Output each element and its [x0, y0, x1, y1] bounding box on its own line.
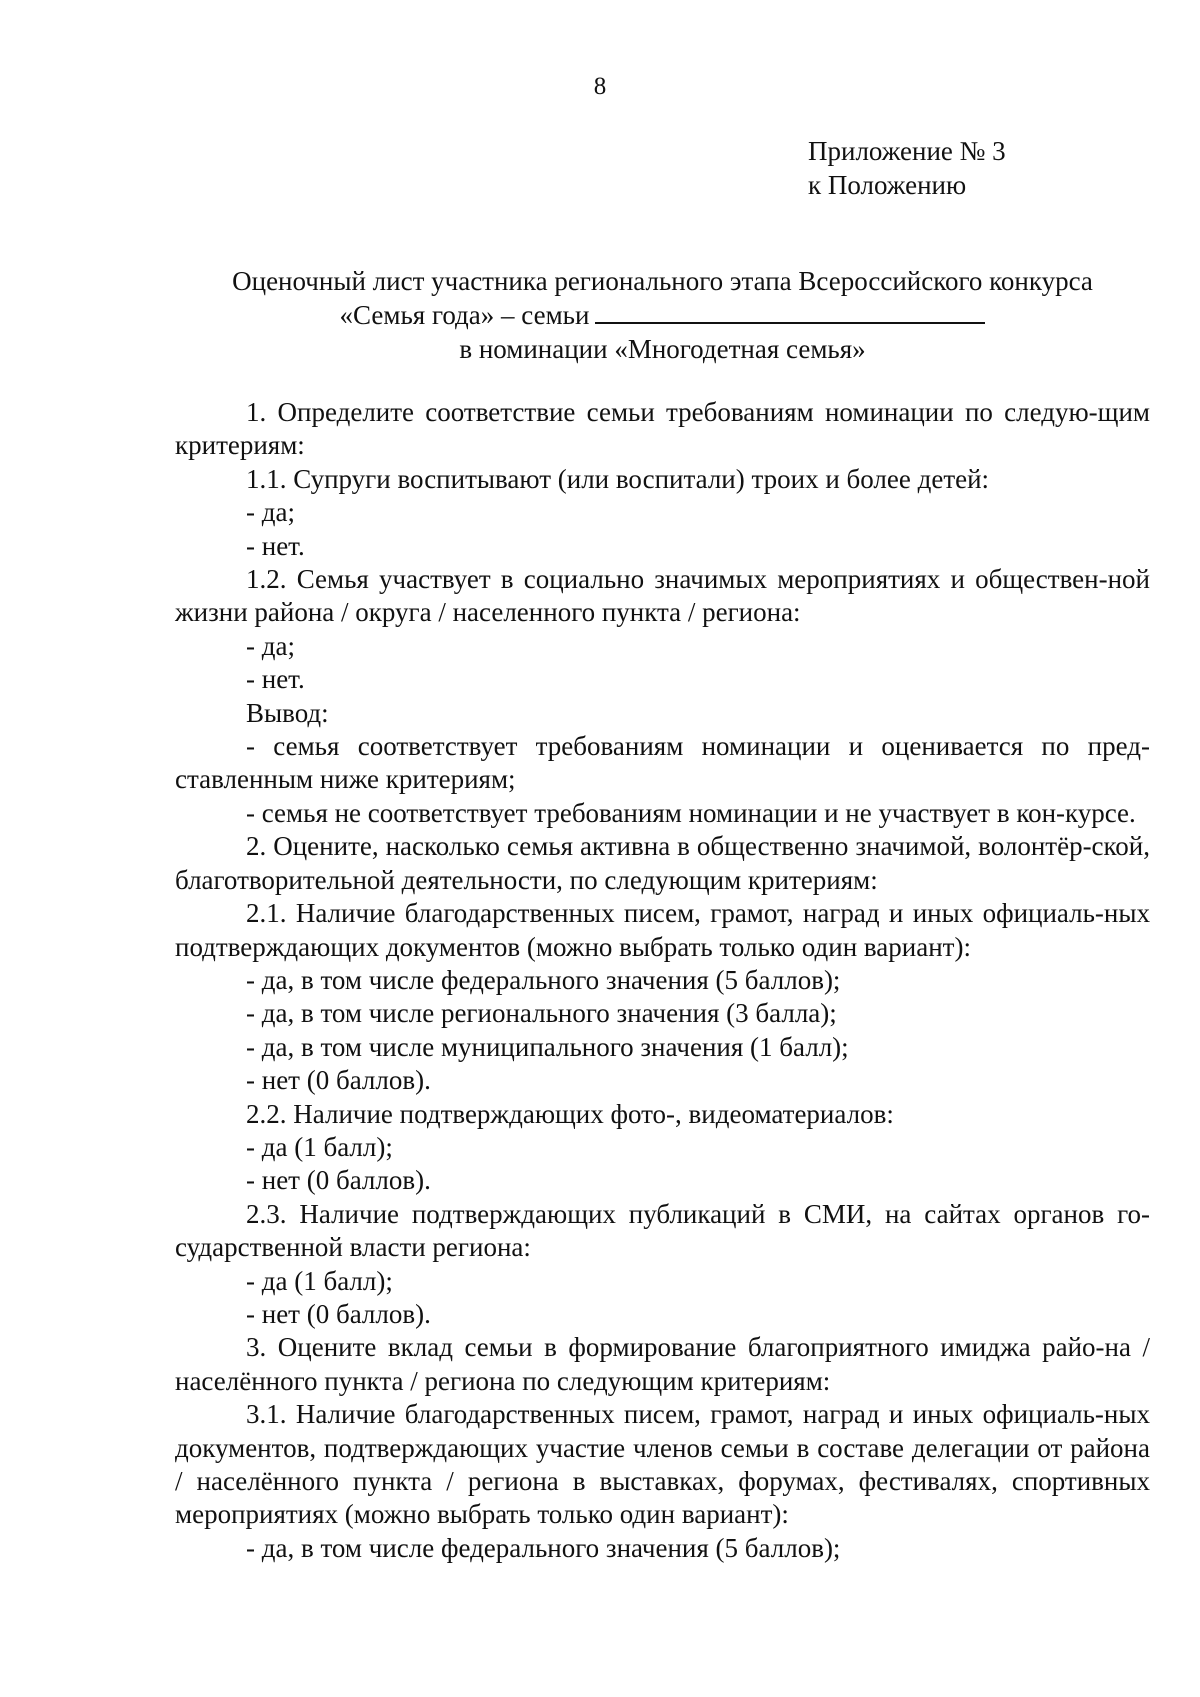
- list-item: - нет.: [246, 664, 305, 695]
- paragraph: 2.3. Наличие подтверждающих публикаций в СМИ, на сайтах органов го-сударственной власти региона:: [175, 1198, 1150, 1263]
- title-line-1: Оценочный лист участника регионального этапа Всероссийского конкурса: [232, 266, 1093, 296]
- paragraph: 1. Определите соответствие семьи требованиям номинации по следую-щим критериям:: [175, 397, 1150, 461]
- paragraph: 1.1. Супруги воспитывают (или воспитали) троих и более детей:: [246, 463, 990, 494]
- document-title: [175, 264, 1150, 366]
- paragraph: 3. Оцените вклад семьи в формирование благоприятного имиджа райо-на / населённого пункта / региона по следующим критериям:: [175, 1332, 1150, 1396]
- list-item: - нет (0 баллов).: [246, 1165, 431, 1196]
- appendix-line-1: Приложение № 3: [808, 136, 1006, 166]
- paragraph: - семья соответствует требованиям номинации и оценивается по пред-ставленным ниже критериям;: [175, 731, 1150, 795]
- page-number: 8: [593, 73, 607, 100]
- family-name-blank: [595, 298, 985, 324]
- list-item: - да, в том числе муниципального значения (1 балл);: [246, 1031, 849, 1062]
- title-line-2-text: «Семья года» – семьи: [339, 300, 590, 330]
- list-item: - да, в том числе регионального значения (3 балла);: [246, 998, 837, 1029]
- appendix-label: [808, 134, 1006, 202]
- list-item: - да;: [246, 630, 295, 661]
- paragraph: 2.1. Наличие благодарственных писем, грамот, наград и иных официаль-ных подтверждающих документов (можно выбрать только один вариант):: [175, 898, 1150, 962]
- appendix-line-2: к Положению: [808, 170, 967, 200]
- paragraph: 3.1. Наличие благодарственных писем, грамот, наград и иных официаль-ных документов, подтверждающих участие членов семьи в составе делегации от района / населённого пункта / региона в выставках, форумах, фестивалях, спортивных мероприятиях (можно выбрать только один вариант):: [175, 1399, 1150, 1530]
- list-item: Вывод:: [246, 697, 329, 728]
- paragraph: - семья не соответствует требованиям номинации и не участвует в кон-курсе.: [246, 797, 1136, 828]
- list-item: - да (1 балл);: [246, 1265, 393, 1296]
- list-item: - нет (0 баллов).: [246, 1298, 431, 1329]
- paragraph: 1.2. Семья участвует в социально значимых мероприятиях и обществен-ной жизни района / округа / населенного пункта / региона:: [175, 564, 1150, 628]
- list-item: - нет.: [246, 530, 305, 561]
- list-item: - да, в том числе федерального значения (5 баллов);: [246, 1532, 841, 1563]
- list-item: - да;: [246, 497, 295, 528]
- title-line-2: [175, 298, 1150, 332]
- list-item: - да, в том числе федерального значения (5 баллов);: [246, 964, 841, 995]
- list-item: - да (1 балл);: [246, 1131, 393, 1162]
- paragraph: 2. Оцените, насколько семья активна в общественно значимой, волонтёр-ской, благотворительной деятельности, по следующим критериям:: [175, 831, 1150, 895]
- document-body: [175, 396, 1150, 1565]
- title-line-3: в номинации «Многодетная семья»: [459, 334, 866, 364]
- list-item: - нет (0 баллов).: [246, 1065, 431, 1096]
- list-item: 2.2. Наличие подтверждающих фото-, видеоматериалов:: [246, 1098, 894, 1129]
